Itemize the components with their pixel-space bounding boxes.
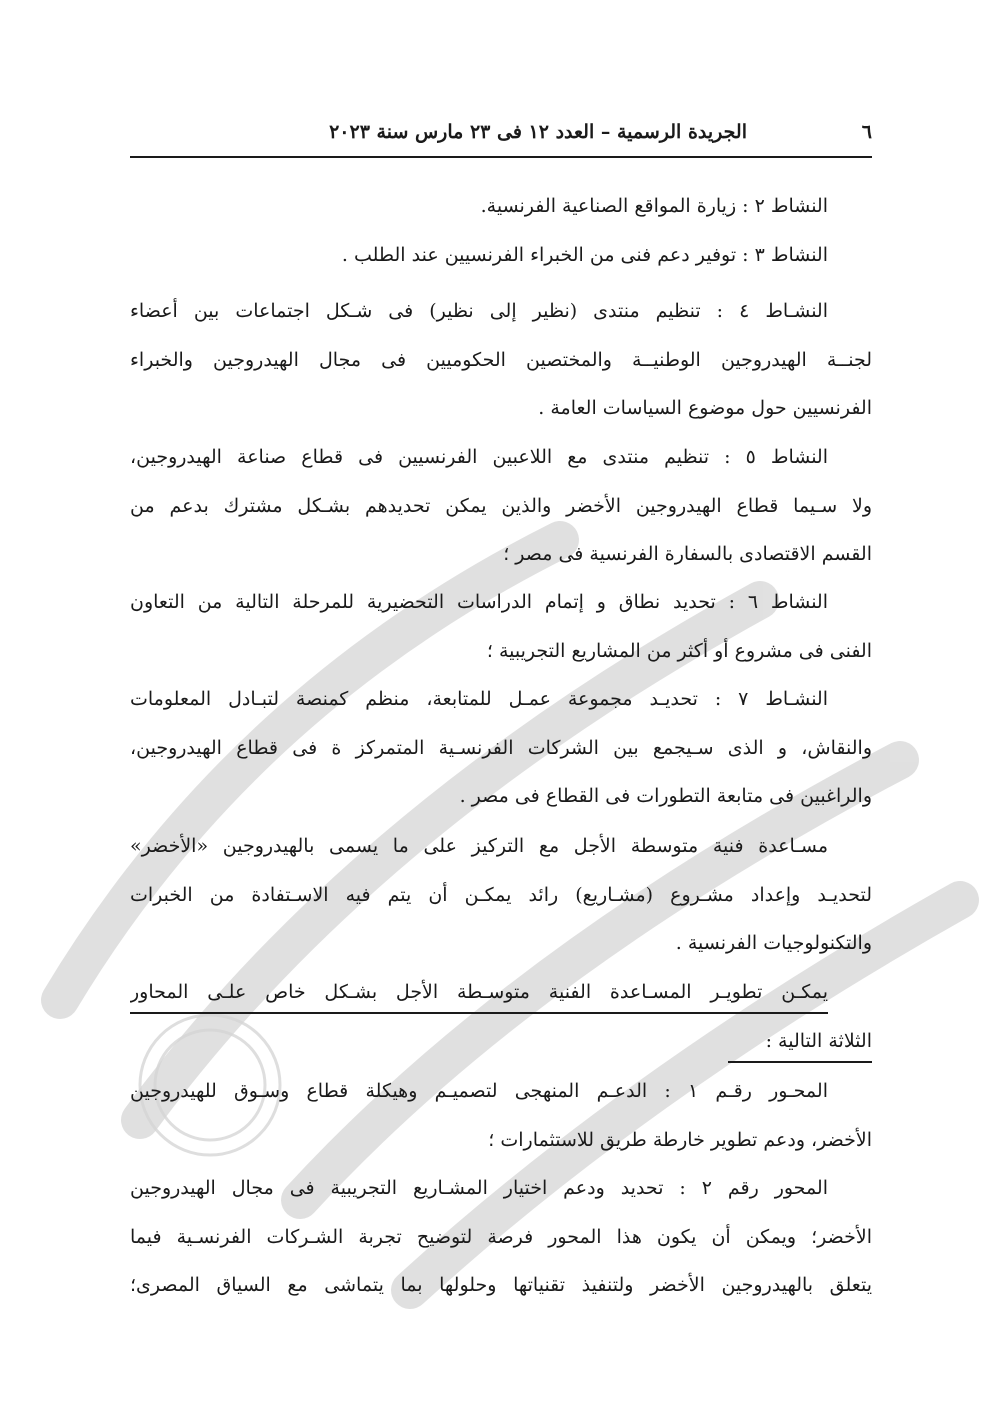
activity-4-paragraph [130,287,872,433]
text-line: والتكنولوجيات الفرنسية . [675,932,872,954]
page-header [130,112,872,152]
text-line: النشاط ٥ : تنظيم منتدى مع اللاعبين الفرنسيين فى قطاع صناعة الهيدروجين، [130,446,828,468]
text-line: النشـاط ٧ : تحديـد مجموعة عمـل للمتابعة، منظم كمنصة لتبـادل المعلومات [130,688,829,710]
activity-3-paragraph [130,231,872,280]
text-line: النشاط ٦ : تحديد نطاق و إتمام الدراسات التحضيرية للمرحلة التالية من التعاون [130,591,828,613]
text-line: الثلاثة التالية : [765,1029,872,1052]
technical-assistance-paragraph [130,822,872,968]
text-line: الأخضر، ودعم تطوير خارطة طريق للاستثمارات ؛ [488,1128,872,1151]
text-line: والنقاش، و الذى سـيجمع بين الشركات الفرنسـية المتمركز ة فى قطاع الهيدروجين، [130,736,872,759]
text-line: الأخضر؛ ويمكن أن يكون هذا المحور فرصة لتوضيح تجربة الشـركات الفرنسـية فيما [130,1225,872,1248]
activity-2-paragraph [130,182,872,231]
activity-5-paragraph [130,433,872,579]
axes-intro-paragraph [130,968,872,1065]
text-line: يتعلق بالهيدروجين الأخضر ولتنفيذ تقنياتها وحلولها بما يتماشى مع السياق المصرى؛ [130,1274,872,1296]
page-number: ٦ [861,121,872,143]
underline [130,1012,828,1014]
text-line: مسـاعدة فنية متوسطة الأجل مع التركيز على ما يسمى بالهيدروجين «الأخضر» [130,835,828,857]
axis-1-paragraph [130,1067,872,1164]
text-line: لجنــة الهيدروجين الوطنيــة والمختصين الحكوميين فى مجال الهيدروجين والخبراء [130,348,872,371]
text-line: النشـاط ٤ : تنظيم منتدى (نظير إلى نظير) فى شـكل اجتماعات بين أعضاء [130,300,829,322]
header-divider [130,156,872,158]
axis-2-paragraph [130,1164,872,1310]
text-line: ولا سـيما قطاع الهيدروجين الأخضر والذين يمكن تحديدهم بشـكل مشترك بدعم من [130,494,872,517]
activity-6-paragraph [130,578,872,675]
activity-7-paragraph [130,675,872,821]
text-line: الفنى فى مشروع أو أكثر من المشاريع التجريبية ؛ [486,639,872,662]
text-line: المحور رقم ٢ : تحديد ودعم اختيار المشـاريع التجريبية فى مجال الهيدروجين [130,1177,828,1199]
text-line: المحـور رقـم ١ : الدعـم المنهجى لتصميـم وهيكلة قطاع وسـوق للهيدروجين [130,1080,828,1102]
text-line: لتحديـد وإعداد مشـروع (مشـاريع) رائد يمكـن أن يتم فيه الاسـتفادة من الخبرات [130,883,872,906]
text-line: يمكـن تطويـر المسـاعدة الفنية متوسـطة الأجل بشـكل خاص علـى المحاور [130,981,828,1003]
text-line: الفرنسيين حول موضوع السياسات العامة . [538,397,872,419]
gazette-title: الجريدة الرسمية – العدد ١٢ فى ٢٣ مارس سنة ٢٠٢٣ [329,121,747,143]
text-line: القسم الاقتصادى بالسفارة الفرنسية فى مصر ؛ [503,543,872,565]
underline [728,1061,872,1063]
text-line: النشاط ٢ : زيارة المواقع الصناعية الفرنسية. [480,195,828,217]
text-line: والراغبين فى متابعة التطورات فى القطاع فى مصر . [459,785,872,807]
text-line: النشاط ٣ : توفير دعم فنى من الخبراء الفرنسيين عند الطلب . [341,244,828,266]
